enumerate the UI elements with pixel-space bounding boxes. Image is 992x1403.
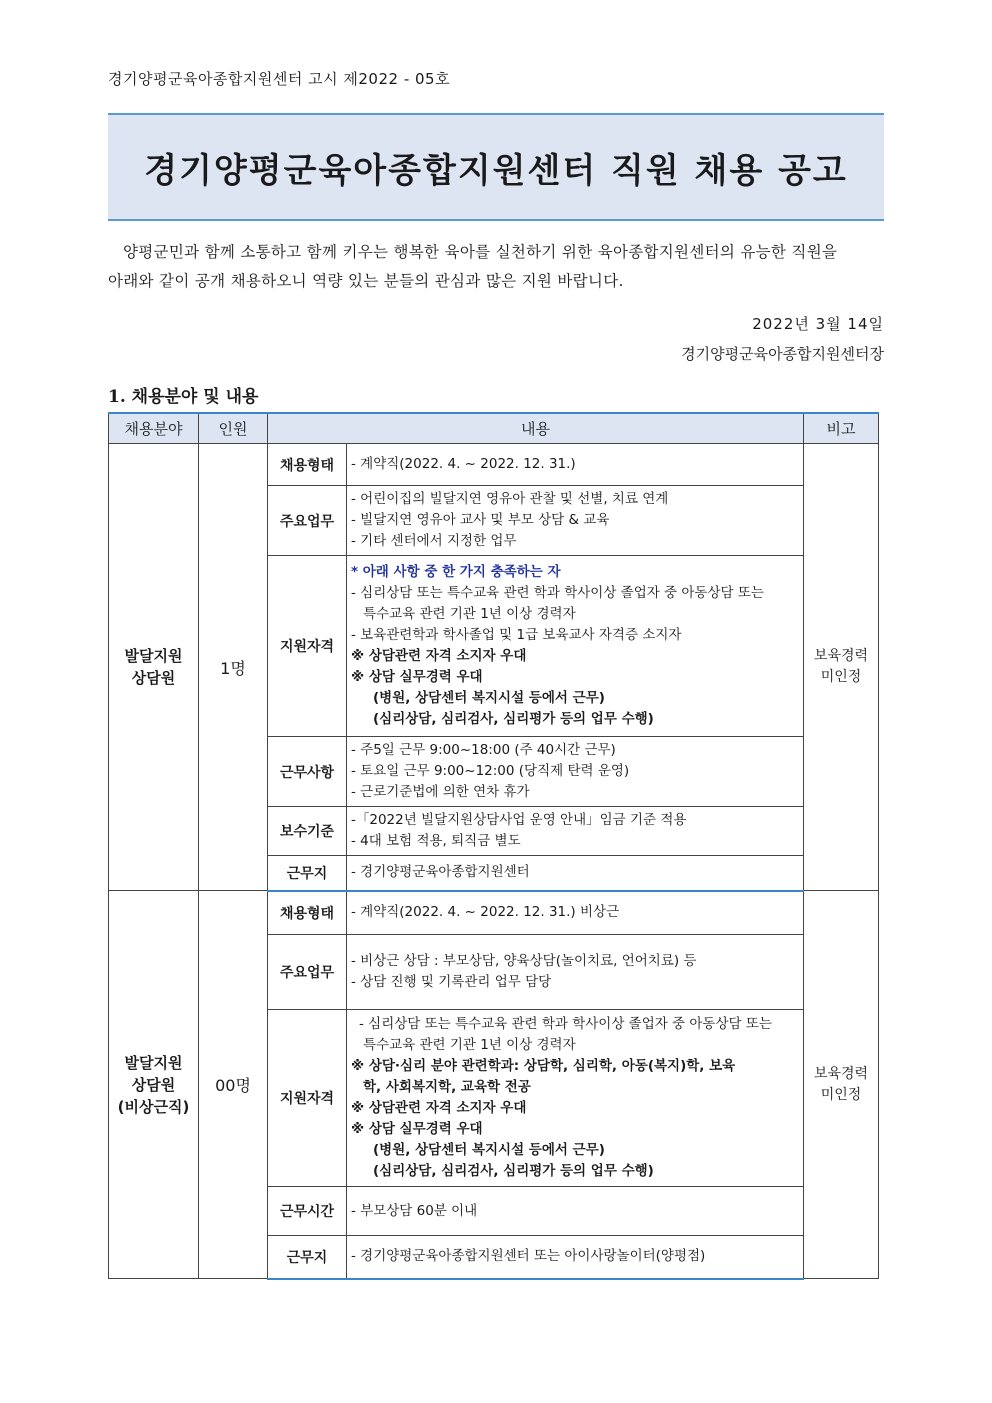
content-line: - 빌달지연 영유아 교사 및 부모 상담 & 교육 <box>351 512 610 528</box>
content-line: ※ 상담관련 자격 소지자 우대 <box>351 648 527 664</box>
content-line: - 경기양평군육아종합지원센터 또는 아이사랑놀이터(양평점) <box>351 1248 706 1265</box>
row-label: 주요업무 <box>268 486 347 556</box>
intro-line-2: 아래와 같이 공개 채용하오니 역량 있는 분들의 관심과 많은 지원 바랍니다. <box>108 272 624 290</box>
header-note: 비고 <box>804 413 879 444</box>
row-label: 보수기준 <box>268 807 347 856</box>
content-line: ※ 상담 실무경력 우대 <box>351 1121 483 1137</box>
field-cell <box>109 891 199 1279</box>
signer: 경기양평군육아종합지원센터장 <box>681 345 884 363</box>
content-line: - 토요일 근무 9:00~12:00 (당직제 탄력 운영) <box>351 763 630 779</box>
announcement-date: 2022년 3월 14일 <box>752 315 884 333</box>
content-line: - 부모상담 60분 이내 <box>351 1202 478 1219</box>
note-cell <box>804 891 879 1279</box>
field-line: (비상근직) <box>117 1097 190 1116</box>
row-content <box>347 935 804 1010</box>
row-content <box>347 856 804 891</box>
table-row <box>109 891 879 935</box>
content-line: 학, 사회복지학, 교육학 전공 <box>363 1079 531 1095</box>
recruitment-table <box>108 412 879 1280</box>
count-cell: 1명 <box>199 444 268 891</box>
notice-number: 경기양평군육아종합지원센터 고시 제2022 - 05호 <box>108 70 451 88</box>
row-content <box>347 556 804 737</box>
content-line: - 기타 센터에서 지정한 업무 <box>351 533 517 549</box>
content-line: (병원, 상담센터 복지시설 등에서 근무) <box>373 690 605 706</box>
note-line: 보육경력 <box>813 648 869 664</box>
content-line: - 주5일 근무 9:00~18:00 (주 40시간 근무) <box>351 742 616 758</box>
row-content <box>347 807 804 856</box>
content-line: - 어린이집의 빌달지연 영유아 관찰 및 선별, 치료 연계 <box>351 491 669 507</box>
field-line: 상담원 <box>131 669 176 687</box>
count-cell: 00명 <box>199 891 268 1279</box>
content-line: 특수교육 관련 기관 1년 이상 경력자 <box>363 1037 576 1053</box>
row-label: 지원자격 <box>268 556 347 737</box>
content-line: (심리상담, 심리검사, 심리평가 등의 업무 수행) <box>373 1163 654 1179</box>
content-line: ※ 상담관련 자격 소지자 우대 <box>351 1100 527 1116</box>
content-line: - 상담 진행 및 기록관리 업무 담당 <box>351 974 552 990</box>
table-header-row <box>109 413 879 444</box>
row-content <box>347 486 804 556</box>
content-line: ※ 상담·심리 분야 관련학과: 상담학, 심리학, 아동(복지)학, 보육 <box>351 1058 736 1074</box>
content-line: - 4대 보험 적용, 퇴직금 별도 <box>351 833 521 849</box>
content-line: - 심리상담 또는 특수교육 관련 학과 학사이상 졸업자 중 아동상담 또는 <box>351 585 764 601</box>
row-label: 근무사항 <box>268 737 347 807</box>
row-label: 근무시간 <box>268 1187 347 1236</box>
intro-line-1: 양평군민과 함께 소통하고 함께 키우는 행복한 육아를 실천하기 위한 육아종합지원센터의 유능한 직원을 <box>123 243 838 261</box>
content-line: - 근로기준법에 의한 연차 휴가 <box>351 784 530 800</box>
intro-paragraph <box>108 238 886 296</box>
row-content <box>347 444 804 486</box>
field-line: 상담원 <box>131 1075 176 1094</box>
header-count: 인원 <box>199 413 268 444</box>
row-label: 근무지 <box>268 1236 347 1279</box>
note-line: 미인정 <box>820 669 862 685</box>
row-content <box>347 1236 804 1279</box>
content-line: * 아래 사항 중 한 가지 충족하는 자 <box>351 564 561 580</box>
content-line: (병원, 상담센터 복지시설 등에서 근무) <box>373 1142 605 1158</box>
page-title: 경기양평군육아종합지원센터 직원 채용 공고 <box>144 150 848 191</box>
header-content: 내용 <box>268 413 804 444</box>
title-banner <box>108 113 884 221</box>
field-line: 발달지원 <box>124 647 183 665</box>
row-content <box>347 1010 804 1187</box>
section-title: 1. 채용분야 및 내용 <box>108 387 259 407</box>
row-label: 지원자격 <box>268 1010 347 1187</box>
note-cell <box>804 444 879 891</box>
content-line: - 심리상담 또는 특수교육 관련 학과 학사이상 졸업자 중 아동상담 또는 <box>359 1016 772 1032</box>
table-row <box>109 444 879 486</box>
content-line: - 계약직(2022. 4. ~ 2022. 12. 31.) 비상근 <box>351 904 620 921</box>
row-label: 근무지 <box>268 856 347 891</box>
content-line: - 비상근 상담 : 부모상담, 양육상담(놀이치료, 언어치료) 등 <box>351 953 697 969</box>
row-label: 주요업무 <box>268 935 347 1010</box>
row-content <box>347 1187 804 1236</box>
note-line: 미인정 <box>820 1086 862 1103</box>
content-line: - 보육관련학과 학사졸업 및 1급 보육교사 자격증 소지자 <box>351 627 682 643</box>
row-content <box>347 737 804 807</box>
content-line: - 계약직(2022. 4. ~ 2022. 12. 31.) <box>351 456 576 472</box>
row-content <box>347 891 804 935</box>
content-line: ※ 상담 실무경력 우대 <box>351 669 483 685</box>
content-line: - 경기양평군육아종합지원센터 <box>351 864 530 881</box>
field-cell <box>109 444 199 891</box>
note-line: 보육경력 <box>813 1065 869 1082</box>
header-field: 채용분야 <box>109 413 199 444</box>
row-label: 채용형태 <box>268 444 347 486</box>
field-line: 발달지원 <box>124 1053 183 1072</box>
content-line: (심리상담, 심리검사, 심리평가 등의 업무 수행) <box>373 711 654 727</box>
content-line: -「2022년 빌달지원상담사업 운영 안내」임금 기준 적용 <box>351 812 687 828</box>
content-line: 특수교육 관련 기관 1년 이상 경력자 <box>363 606 576 622</box>
row-label: 채용형태 <box>268 891 347 935</box>
